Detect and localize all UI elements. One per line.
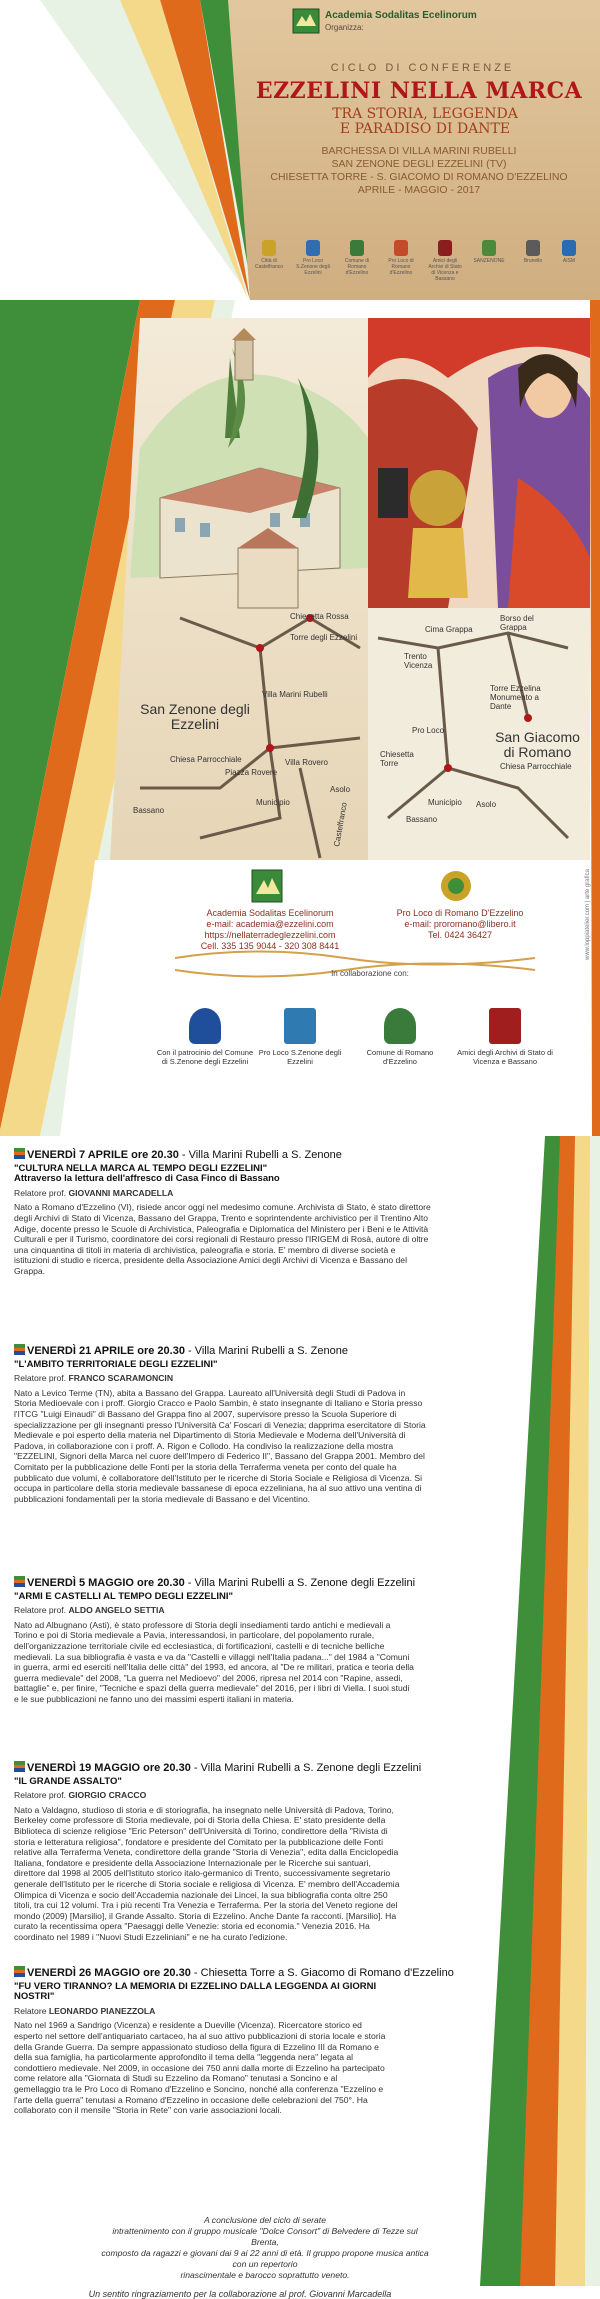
map-left-pin-7: Municipio bbox=[256, 798, 290, 807]
event-entry bbox=[14, 1966, 454, 2116]
map-right-pin-1: Cima Grappa bbox=[425, 625, 473, 634]
partner-label: Con il patrocinio del Comune di S.Zenone degli Ezzelini bbox=[156, 1048, 254, 1066]
sponsor-emblem-icon bbox=[482, 240, 496, 256]
map-left-pin-8: Bassano bbox=[133, 806, 165, 815]
event-place: - Villa Marini Rubelli a S. Zenone bbox=[178, 1149, 342, 1161]
event-subtitle: Attraverso la lettura dell'affresco di Casa Finco di Bassano bbox=[14, 1173, 280, 1185]
sponsor-logo bbox=[252, 240, 286, 270]
map-left-pin-6: Villa Rovero bbox=[285, 758, 328, 767]
event-speaker-line bbox=[14, 1605, 414, 1616]
academia-badge-icon bbox=[250, 868, 284, 904]
organizza-label: Organizza: bbox=[325, 23, 364, 32]
thanks-note: Un sentito ringraziamento per la collaborazione al prof. Giovanni Marcadella bbox=[88, 2289, 392, 2299]
flag-icon bbox=[14, 1576, 25, 1587]
map-right-pin-6: Chiesetta Torre bbox=[380, 750, 414, 768]
poster-page bbox=[0, 0, 600, 1136]
partner-logo bbox=[455, 1008, 555, 1066]
event-entry bbox=[14, 1761, 422, 1943]
map-right-pin-9: Bassano bbox=[406, 815, 438, 824]
event-heading bbox=[14, 1148, 432, 1161]
partner-crest-icon bbox=[189, 1008, 221, 1044]
sponsor-name: Brunello bbox=[523, 258, 543, 264]
contact-right bbox=[375, 908, 545, 941]
speaker-name: FRANCO SCARAMONCIN bbox=[68, 1373, 174, 1384]
partner-crest-icon bbox=[284, 1008, 316, 1044]
sponsor-logo bbox=[296, 240, 330, 276]
event-place: - Chiesetta Torre a S. Giacomo di Romano d'Ezzelino bbox=[190, 1967, 454, 1979]
sponsor-emblem-icon bbox=[262, 240, 276, 256]
sponsor-emblem-icon bbox=[350, 240, 364, 256]
partner-crest-icon bbox=[384, 1008, 416, 1044]
event-title: "ARMI E CASTELLI AL TEMPO DEGLI EZZELINI" bbox=[14, 1590, 234, 1602]
event-heading bbox=[14, 1966, 454, 1979]
event-speaker-line bbox=[14, 1188, 432, 1199]
sponsor-name: SANZENONE bbox=[473, 258, 505, 264]
event-entry bbox=[14, 1148, 432, 1277]
sponsor-emblem-icon bbox=[526, 240, 540, 256]
speaker-prefix: Relatore prof. bbox=[14, 1605, 69, 1616]
event-speaker-line bbox=[14, 1790, 402, 1801]
sponsor-name: Pro Loco di Romano d'Ezzelino bbox=[388, 258, 414, 276]
map-left-pin-1: Chiesetta Rossa bbox=[290, 612, 349, 621]
speaker-name: GIORGIO CRACCO bbox=[68, 1790, 147, 1801]
event-place: - Villa Marini Rubelli a S. Zenone degli Ezzelini bbox=[184, 1577, 416, 1589]
speaker-name: LEONARDO PIANEZZOLA bbox=[48, 2005, 156, 2016]
partner-label: Comune di Romano d'Ezzelino bbox=[366, 1048, 434, 1066]
venue-line-1: BARCHESSA DI VILLA MARINI RUBELLI bbox=[321, 145, 517, 157]
venue-line-3: CHIESETTA TORRE - S. GIACOMO DI ROMANO D'EZZELINO bbox=[270, 171, 568, 183]
subtitle-line-1: TRA STORIA, LEGGENDA bbox=[332, 106, 518, 122]
contact-right-name: Pro Loco di Romano D'Ezzelino bbox=[396, 908, 524, 918]
map-left-pin-9: Asolo bbox=[330, 785, 351, 794]
sponsor-logo bbox=[428, 240, 462, 282]
map-left-pin-2: Torre degli Ezzelini bbox=[290, 633, 358, 642]
academia-logo-icon bbox=[292, 8, 320, 34]
flag-icon bbox=[14, 1966, 25, 1977]
map-left-pin-5: Piazza Rovere bbox=[225, 768, 278, 777]
speaker-prefix: Relatore prof. bbox=[14, 1373, 69, 1384]
event-date: VENERDÌ 21 APRILE ore 20.30 bbox=[27, 1345, 185, 1357]
map-right-pin-7: Chiesa Parrocchiale bbox=[500, 762, 572, 771]
map-right-pin-4: Torre Ezzelina Monumento a Dante bbox=[490, 684, 541, 711]
partner-crest-icon bbox=[489, 1008, 521, 1044]
speaker-prefix: Relatore prof. bbox=[14, 1187, 69, 1198]
sponsor-name: AISM bbox=[562, 258, 576, 264]
contact-right-email[interactable]: e-mail: proromano@libero.it bbox=[404, 919, 516, 929]
speaker-prefix: Relatore prof. bbox=[14, 1790, 69, 1801]
contact-left-phone: Cell. 335 135 9044 - 320 308 8441 bbox=[200, 941, 340, 951]
map-left-pin-10: Castelfranco bbox=[332, 801, 349, 848]
partner-logo bbox=[250, 1008, 350, 1066]
closing-line-4: rinascimentale e barocco soprattutto veneto. bbox=[180, 2270, 350, 2280]
map-right-pin-10: Asolo bbox=[476, 800, 497, 809]
flag-icon bbox=[14, 1148, 25, 1159]
closing-line-2: intrattenimento con il gruppo musicale "Dolce Consort" di Belvedere di Tezze sul Brenta, bbox=[112, 2226, 418, 2247]
subtitle-line-2: E PARADISO DI DANTE bbox=[339, 121, 511, 137]
designer-credit: www.loppiatelier.com | arte grafica bbox=[585, 869, 591, 960]
sponsor-emblem-icon bbox=[562, 240, 576, 256]
map-left-pin-4: Chiesa Parrocchiale bbox=[170, 755, 242, 764]
speaker-bio: Nato a Levico Terme (TN), abita a Bassano del Grappa. Laureato all'Università degli Studi di Padova in Storia Medioevale con i proff. Giorgio Cracco e Paolo Sambin, è stato insegnante di Italiano e Storia presso l'ITCG "Luigi Einaudi" di Bassano del Grappa fino al 2007, supervisore presso la Scuola Superiore di specializzazione per gli insegnanti presso l'Università Ca' Foscari di Venezia; dapprima esercitatore di Storia Medievale e poi esperto della materia nel Dipartimento di Storia Medievale e Moderna dell'Università di Padova, in collaborazione con i proff. A. Rigon e Collodo. Ha condiviso la realizzazione della mostra "EZZELINI, Signori della Marca nel cuore dell'Impero di Federico II", Bassano del Grappa 2001. Membro del Comitato per la pubblicazione delle Fonti per la storia della Terraferma veneta per conto del quale ha pubblicato due volumi, è collaboratore dell'Istituto per le ricerche di Storia Sociale e Religiosa di Vicenza. Si occupa in particolare della storia medievale bassanese di epoca ezzeliniana, ha al suo attivo una ventina di pubblicazioni fondamentali per la storia medievale di Bassano e del Vicentino. bbox=[14, 1387, 426, 1504]
speaker-bio: Nato a Valdagno, studioso di storia e di storiografia, ha insegnato nelle Università di Padova, Torino, Berkeley come professore di Storia medievale, poi di Storia della Chiesa. E' stato presidente della Biblioteca di scienze religiose "Eric Peterson" dell'Università di Torino, condirettore della "Rivista di storia e letteratura religiosa", fondatore e presidente del Comitato per la pubblicazione delle Fonti relative alla Terraferma Veneta, condirettore della grande "Storia di Venezia", edita dalla Enciclopedia Italiana, fondatore e presidente della Associazione Internazionale per le Ricerche sui santuari, direttore dal 1998 al 2005 dell'Istituto storico italo-germanico di Trento, successivamente segretario generale dell'Istituto per le ricerche di Storia sociale e religiosa di Vicenza. E' membro dell'Accademia Olimpica di Vicenza e socio dell'Accademia nazionale dei Lincei, la sua bibliografia conta oltre 250 titoli, tra cui 12 volumi. Tra i più recenti Tra Venezia e Terraferma. Per la storia del Veneto regione del mondo (2009) [Marsilio], il Grande Assalto. Storia di Ezzelino. Anche Dante fa racconti. [Marsilio]. Ha curato la recentissima opera "Paesaggi delle Venezie: storia ed economia." Venezia 2016. Ha coordinato nel 1989 i "Nuovi Studi Ezzeliniani" e ne ha curato l'edizione. bbox=[14, 1804, 400, 1942]
sponsor-logo bbox=[516, 240, 550, 264]
event-title: "FU VERO TIRANNO? LA MEMORIA DI EZZELINO DALLA LEGGENDA AI GIORNI NOSTRI" bbox=[14, 1980, 377, 2003]
event-place: - Villa Marini Rubelli a S. Zenone degli Ezzelini bbox=[190, 1762, 422, 1774]
sponsor-name: Pro Loco S.Zenone degli Ezzelini bbox=[296, 258, 330, 276]
event-heading bbox=[14, 1344, 428, 1357]
sponsor-emblem-icon bbox=[306, 240, 320, 256]
contact-right-phone: Tel. 0424 36427 bbox=[427, 930, 493, 940]
event-date: VENERDÌ 19 MAGGIO ore 20.30 bbox=[27, 1762, 191, 1774]
map-right-pin-8: Municipio bbox=[428, 798, 462, 807]
event-title: "IL GRANDE ASSALTO" bbox=[14, 1775, 122, 1787]
speaker-bio: Nato nel 1969 a Sandrigo (Vicenza) e residente a Dueville (Vicenza). Ricercatore storico ed esperto nel settore dell'antiquariato cartaceo, ha al suo attivo pubblicazioni di storia locale e storia della Grande Guerra. Da sempre appassionato studioso della figura di Ezzelino III da Romano e della sua famiglia, ha particolarmente approfondito il tema della "leggenda nera" legata al condottiero medievale. Nel 2009, in occasione dei 750 anni dalla morte di Ezzelino ha partecipato come relatore alla "Giornata di Studi su Ezzelino da Romano" tenutasi a Soncino e al gemellaggio tra le Pro Loco di Romano d'Ezzelino e Soncino, nonché alla conferenza "Ezzelino e l'arte della guerra" tenutasi a Romano d'Ezzelino in occasione delle celebrazioni del 750°. Ha collaborato con il mensile "Storia in Rete" con varie associazioni locali. bbox=[14, 2020, 386, 2116]
speaker-prefix: Relatore bbox=[14, 2005, 49, 2016]
contact-left-email[interactable]: e-mail: academia@ezzelini.com bbox=[206, 919, 334, 929]
event-date: VENERDÌ 5 MAGGIO ore 20.30 bbox=[27, 1577, 185, 1589]
closing-line-3: composto da ragazzi e giovani dai 9 ai 22 anni di età. Il gruppo propone musica antica con un repertorio bbox=[101, 2248, 429, 2269]
sponsor-logo bbox=[552, 240, 586, 264]
contact-left-name: Academia Sodalitas Ecelinorum bbox=[206, 908, 334, 918]
closing-note bbox=[100, 2215, 430, 2281]
speaker-name: ALDO ANGELO SETTIA bbox=[68, 1605, 165, 1616]
speaker-bio: Nato a Romano d'Ezzelino (VI), risiede ancor oggi nel medesimo comune. Archivista di Stato, è stato direttore degli Archivi di Stato di Vicenza, Bassano del Grappa, Trento e soprintendente archivistico per il Trentino Alto Adige, docente presso le Scuole di Archivistica, Paleografia e Diplomatica del Ministero per i Beni e le Attività Culturali e per il Turismo, coordinatore dei corsi regionali di Restauro presso l'IRIGEM di Rosà, autore di oltre una cinquantina di titoli in materia di archivistica, paleografia e storia. E' membro di diverse società e istituzioni di studio e ricerca, presidente della Associazione Amici degli Archivi di Vicenza e Bassano del Grappa. bbox=[14, 1202, 431, 1276]
cycle-label: CICLO DI CONFERENZE bbox=[330, 62, 515, 74]
event-entry bbox=[14, 1576, 414, 1705]
closing-line-1: A conclusione del ciclo di serate bbox=[204, 2215, 326, 2225]
pro-loco-badge-icon bbox=[436, 868, 476, 904]
event-heading bbox=[14, 1576, 414, 1589]
org-name: Academia Sodalitas Ecelinorum bbox=[325, 10, 477, 21]
subtitle bbox=[265, 107, 585, 137]
speaker-bio: Nato ad Albugnano (Asti), è stato professore di Storia degli insediamenti tardo antichi e medievali a Torino e poi di Storia medievale a Pavia, interessandosi, in particolare, del popolamento rurale, dell'organizzazione territoriale civile ed ecclesiastica, di fortificazioni, castelli e di tecniche belliche medievali. La sua bibliografia è vasta e va da "Castelli e villaggi nell'Italia padana..." del 1984 a "Comuni in guerra, armi ed eserciti nell'Italia delle città" del 1993, ed ancora, al "De re militari, pratica e teoria della guerra medievale" del 2008, "La guerra nel Medioevo" del 2006, ripresa nel 2014 con "Rapine, assedi, battaglie" e, per finire, "Tecniche e spazi della guerra medievale" del 2016, per i libri di Viella. I suoi studi e le sue pubblicazioni ne fanno uno dei massimi esperti italiani in materia. bbox=[14, 1619, 414, 1704]
sponsor-logo bbox=[340, 240, 374, 276]
flag-icon bbox=[14, 1344, 25, 1355]
dates-line: APRILE - MAGGIO - 2017 bbox=[357, 184, 481, 196]
sponsor-row bbox=[252, 240, 592, 284]
partner-logo bbox=[155, 1008, 255, 1066]
event-title: "L'AMBITO TERRITORIALE DEGLI EZZELINI" bbox=[14, 1358, 218, 1370]
sponsor-name: Comune di Romano d'Ezzelino bbox=[344, 258, 370, 276]
partner-label: Pro Loco S.Zenone degli Ezzelini bbox=[258, 1048, 342, 1066]
partner-logo bbox=[350, 1008, 450, 1066]
sponsor-logo bbox=[384, 240, 418, 276]
contact-left-web[interactable]: https://nellaterradeglezzelini.com bbox=[204, 930, 336, 940]
event-speaker-line bbox=[14, 2006, 386, 2017]
speaker-name: GIOVANNI MARCADELLA bbox=[68, 1187, 174, 1198]
page-title: EZZELINI NELLA MARCA bbox=[255, 78, 583, 104]
event-speaker-line bbox=[14, 1373, 428, 1384]
flag-icon bbox=[14, 1761, 25, 1772]
sponsor-name: Città di Castelfranco bbox=[254, 258, 284, 270]
venue-line-2: SAN ZENONE DEGLI EZZELINI (TV) bbox=[331, 158, 507, 170]
map-left-pin-3: Villa Marini Rubelli bbox=[262, 690, 328, 699]
venue-block bbox=[240, 145, 598, 197]
collaboration-label: In collaborazione con: bbox=[331, 969, 409, 978]
san-giacomo-map bbox=[368, 318, 590, 860]
partner-label: Amici degli Archivi di Stato di Vicenza e Bassano bbox=[457, 1048, 553, 1066]
event-date: VENERDÌ 26 MAGGIO ore 20.30 bbox=[27, 1967, 191, 1979]
sponsor-logo bbox=[472, 240, 506, 264]
contact-left bbox=[180, 908, 360, 952]
program-page bbox=[0, 1136, 600, 2299]
sponsor-emblem-icon bbox=[394, 240, 408, 256]
map-right-pin-2: Borso del Grappa bbox=[500, 614, 534, 632]
map-left-town: San Zenone degli Ezzelini bbox=[140, 701, 250, 732]
map-right-pin-5: Pro Loco bbox=[412, 726, 445, 735]
event-date: VENERDÌ 7 APRILE ore 20.30 bbox=[27, 1149, 179, 1161]
sponsor-emblem-icon bbox=[438, 240, 452, 256]
event-heading bbox=[14, 1761, 422, 1774]
map-right-town: San Giacomo di Romano bbox=[495, 729, 580, 760]
event-entry bbox=[14, 1344, 428, 1504]
event-place: - Villa Marini Rubelli a S. Zenone bbox=[184, 1345, 348, 1357]
sponsor-name: Amici degli Archivi di Stato di Vicenza e Bassano bbox=[428, 258, 462, 282]
map-right-pin-3: Trento Vicenza bbox=[404, 652, 433, 670]
event-title: "CULTURA NELLA MARCA AL TEMPO DEGLI EZZELINI" bbox=[14, 1162, 268, 1174]
san-zenone-map bbox=[120, 318, 368, 860]
